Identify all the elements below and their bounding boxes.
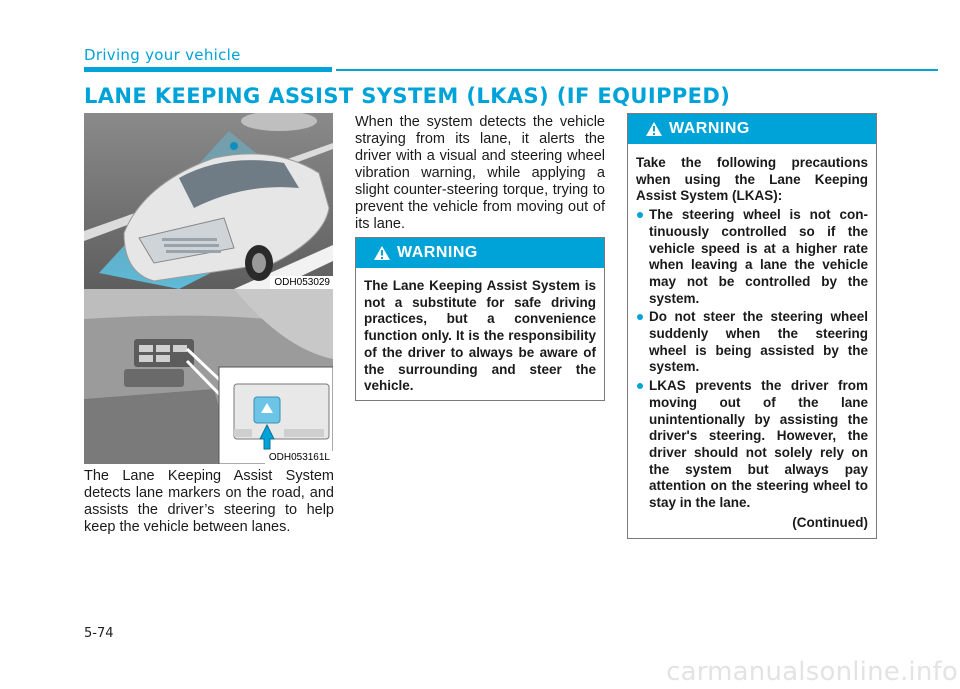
system-description-paragraph: When the system detects the vehicle straying from its lane, it alerts the driver with a visual and steering wheel vibration warning, while applying a slight counter-steering torque, trying to prevent the vehicle from moving out of its lane. bbox=[355, 114, 605, 232]
warning-intro: Take the following precautions when using the Lane Keeping Assist System (LKAS): bbox=[636, 155, 868, 204]
warning-box-2 bbox=[627, 113, 877, 539]
list-item: Do not steer the steering wheel suddenly when the steering wheel is being assisted by the system. bbox=[636, 309, 868, 376]
list-item: LKAS prevents the driver from moving out of the lane unintentionally by assisting the driver's steering. However, the driver should not solely rely on the system but always pay attention on the steering wheel to stay in the lane. bbox=[636, 378, 868, 512]
warning-triangle-icon bbox=[646, 122, 662, 136]
page-title: LANE KEEPING ASSIST SYSTEM (LKAS) (IF EQUIPPED) bbox=[84, 84, 731, 108]
figure-code: ODH053161L bbox=[265, 451, 333, 464]
intro-paragraph: The Lane Keeping Assist System detects lane markers on the road, and assists the driver’s steering to help keep the vehicle between lanes. bbox=[84, 468, 334, 535]
list-item: The steering wheel is not continuously controlled so if the vehicle speed is at a higher rate when leaving a lane the vehicle may not be controlled by the system. bbox=[636, 207, 868, 307]
section-label: Driving your vehicle bbox=[84, 46, 241, 64]
car-lane-camera-illustration bbox=[84, 113, 333, 289]
warning-header bbox=[356, 238, 604, 268]
warning-box-1 bbox=[355, 237, 605, 401]
warning-header bbox=[628, 114, 876, 144]
warning-bullet-list bbox=[636, 207, 868, 512]
page-number: 5-74 bbox=[84, 626, 114, 641]
dashboard-lkas-button-illustration bbox=[84, 289, 333, 464]
watermark: carmanualsonline.info bbox=[666, 657, 958, 687]
warning-triangle-icon bbox=[374, 246, 390, 260]
warning-title: WARNING bbox=[397, 244, 478, 261]
header-rule-thick bbox=[84, 67, 332, 72]
header-rule-thin bbox=[336, 69, 938, 71]
figure-lkas-button bbox=[84, 289, 333, 464]
warning-text: The Lane Keeping Assist System is not a substitute for safe driving practices, but a convenience function only. It is the responsibility of the driver to always be aware of the surrounding and steer the vehicle. bbox=[364, 278, 596, 394]
continued-label: (Continued) bbox=[792, 514, 868, 530]
warning-content bbox=[628, 144, 876, 531]
warning-title: WARNING bbox=[669, 120, 750, 137]
figure-car-lane bbox=[84, 113, 333, 289]
figure-code: ODH053029 bbox=[270, 276, 333, 289]
